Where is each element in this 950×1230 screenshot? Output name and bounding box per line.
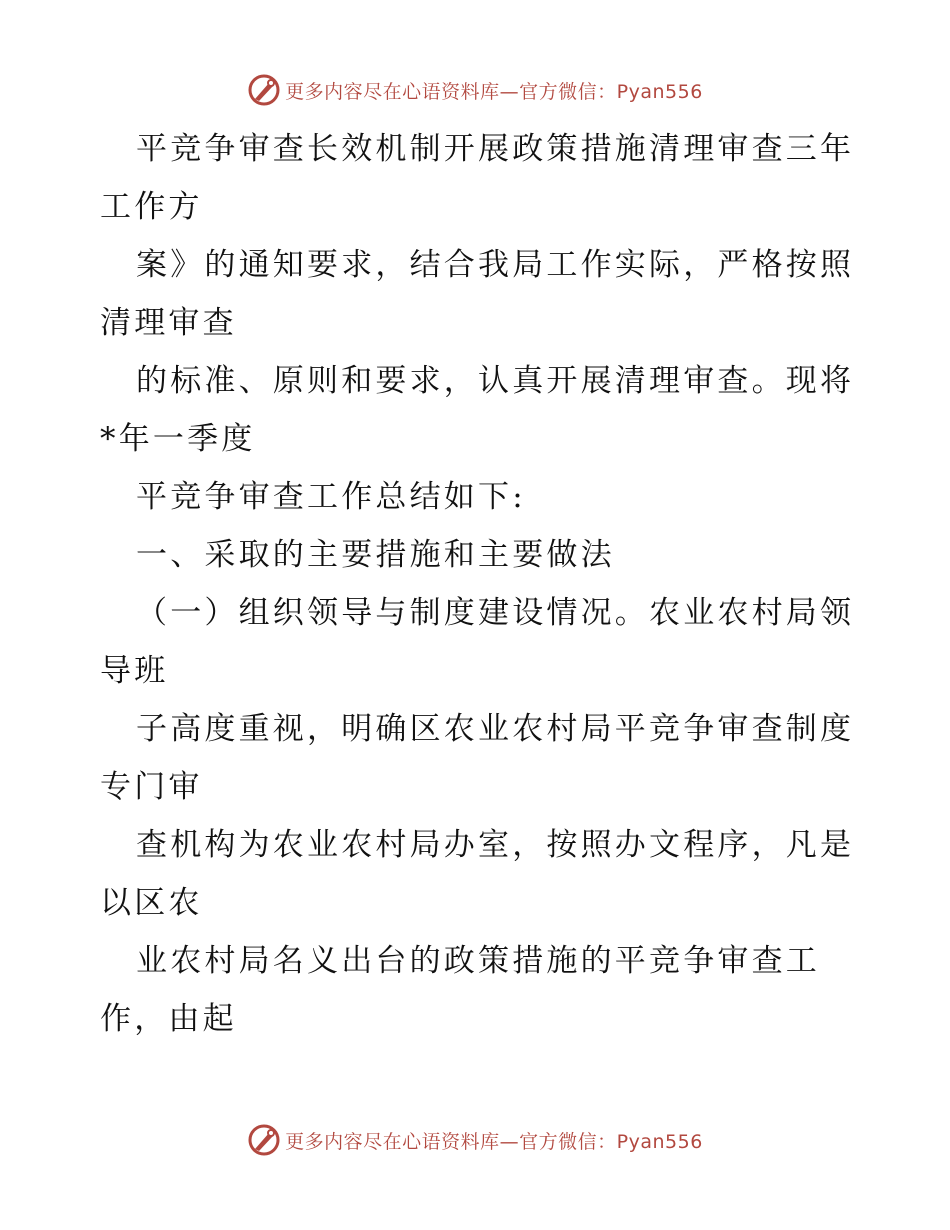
text-line: 清理审查 [100, 305, 237, 341]
text-line: 以区农 [100, 885, 203, 921]
text-line: 业农村局名义出台的政策措施的平竞争审查工 [136, 943, 820, 979]
watermark-text: 更多内容尽在心语资料库—官方微信：Pyan556 [285, 80, 703, 103]
text-line: 子高度重视，明确区农业农村局平竞争审查制度 [136, 711, 855, 747]
pen-seal-icon [247, 1123, 281, 1157]
text-line: 工作方 [100, 189, 203, 225]
text-line: （一）组织领导与制度建设情况。农业农村局领 [136, 595, 855, 631]
footer-watermark [0, 1120, 950, 1160]
text-line: 平竞争审查长效机制开展政策措施清理审查三年 [136, 131, 855, 167]
text-line: 的标准、原则和要求，认真开展清理审查。现将 [136, 363, 855, 399]
text-line: 查机构为农业农村局办室，按照办文程序，凡是 [136, 827, 855, 863]
document-body [100, 120, 855, 1048]
text-line: 专门审 [100, 769, 203, 805]
text-line: 案》的通知要求，结合我局工作实际，严格按照 [136, 247, 855, 283]
section-heading: 一、采取的主要措施和主要做法 [136, 537, 615, 573]
watermark-text: 更多内容尽在心语资料库—官方微信：Pyan556 [285, 1130, 703, 1153]
text-line: 导班 [100, 653, 169, 689]
text-line: *年一季度 [100, 421, 256, 457]
text-line: 作，由起 [100, 1001, 237, 1037]
header-watermark [0, 70, 950, 110]
pen-seal-icon [247, 73, 281, 107]
text-line: 平竞争审查工作总结如下: [136, 479, 526, 515]
